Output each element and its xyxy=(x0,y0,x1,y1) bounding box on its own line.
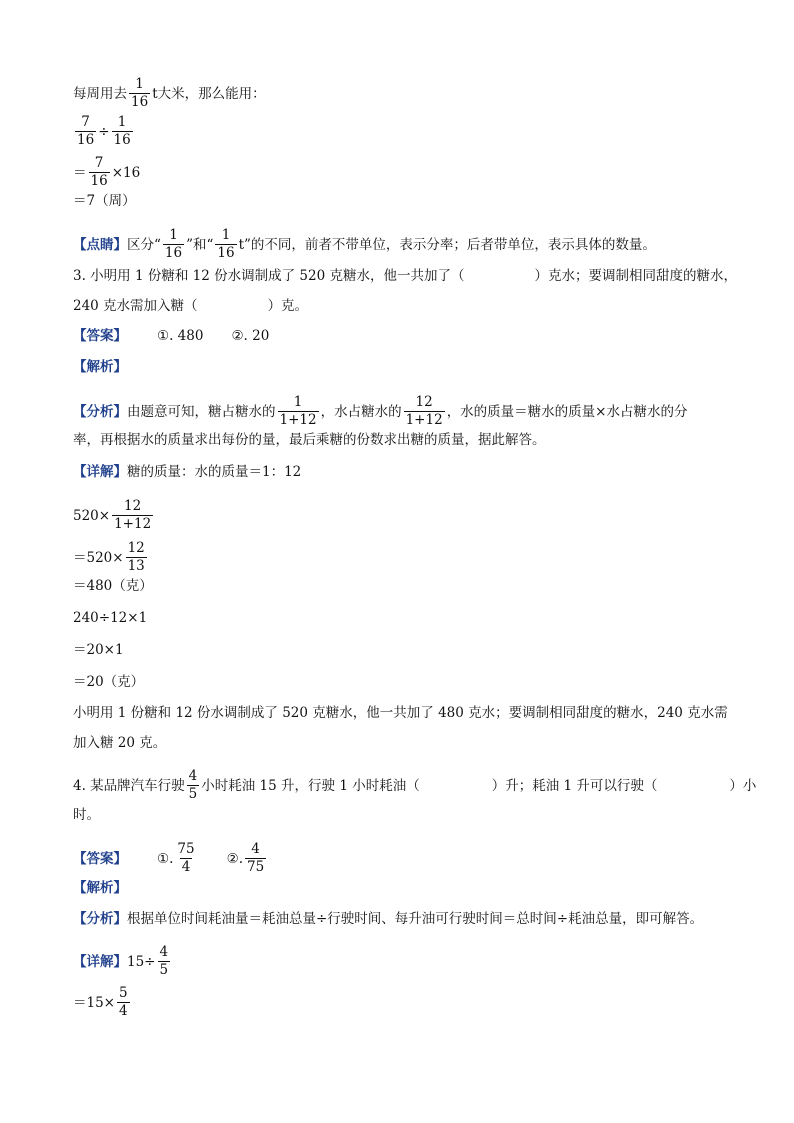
fenxi-tag: 【分析】 xyxy=(73,911,127,927)
math-line: ＝20×1 xyxy=(73,642,124,658)
fraction-numerator: 1 xyxy=(117,114,127,130)
text-span: t”的不同，前者不带单位，表示分率；后者带单位，表示具体的数量。 xyxy=(238,236,656,253)
text-span: 520× xyxy=(73,507,111,524)
fraction-numerator: 1 xyxy=(135,76,144,92)
answer-tag: 【答案】 xyxy=(73,850,127,867)
fraction xyxy=(112,498,153,533)
text-span: 区分“ xyxy=(127,236,161,253)
fraction xyxy=(75,114,96,149)
fraction-denominator: 16 xyxy=(113,132,131,148)
question-4-line-1 xyxy=(73,768,756,803)
fraction-denominator: 5 xyxy=(188,786,198,802)
fraction-numerator: 12 xyxy=(415,394,433,410)
conclusion-line-2: 加入糖 20 克。 xyxy=(73,735,167,751)
fraction-numerator: 7 xyxy=(94,155,104,171)
fraction xyxy=(112,114,133,149)
question-4-line-2: 时。 xyxy=(73,807,100,823)
text-span: 240 克水需加入糖（ xyxy=(73,298,198,314)
fraction-denominator: 16 xyxy=(217,245,235,261)
text-span: 由题意可知，糖占糖水的 xyxy=(127,403,276,420)
fraction-numerator: 4 xyxy=(188,768,198,784)
text-span: ，水的质量＝糖水的质量×水占糖水的分 xyxy=(446,403,688,420)
fraction xyxy=(158,944,171,979)
text-span: ＝15× xyxy=(73,994,115,1011)
tip-tag: 【点睛】 xyxy=(73,236,127,253)
text-span: ）小 xyxy=(729,777,757,794)
math-line xyxy=(73,114,135,149)
fraction xyxy=(175,841,196,876)
fenxi-tag: 【分析】 xyxy=(73,403,127,420)
fenxi-line xyxy=(73,909,703,929)
text-span: ＝520× xyxy=(73,549,124,566)
fraction-denominator: 16 xyxy=(164,245,183,261)
fraction-numerator: 4 xyxy=(251,841,260,857)
fraction-numerator: 5 xyxy=(119,985,128,1001)
fraction-numerator: 7 xyxy=(81,114,90,130)
math-line: ＝20（克） xyxy=(73,674,145,690)
fraction-denominator: 16 xyxy=(77,132,95,148)
math-line: 240÷12×1 xyxy=(73,610,148,626)
fraction-denominator: 16 xyxy=(90,173,108,189)
analysis-tag-line xyxy=(73,357,127,377)
fraction-numerator: 75 xyxy=(177,841,195,857)
text-span: 根据单位时间耗油量＝耗油总量÷行驶时间、每升油可行驶时间＝总时间÷耗油总量，即可解答。 xyxy=(127,911,704,927)
text-line xyxy=(73,76,266,111)
fraction-denominator: 13 xyxy=(127,558,145,574)
fraction xyxy=(163,227,184,262)
text-span: 糖的质量：水的质量＝1：12 xyxy=(127,464,302,480)
fraction xyxy=(117,985,130,1020)
text-span: 每周用去 xyxy=(73,85,127,102)
answer-line xyxy=(73,326,269,346)
analysis-tag: 【解析】 xyxy=(73,359,127,375)
answer-tag: 【答案】 xyxy=(73,328,127,344)
detail-line xyxy=(73,462,301,482)
fraction-denominator: 5 xyxy=(159,962,169,978)
question-3-line-2 xyxy=(73,296,308,316)
answer-item-label: ①. xyxy=(157,850,174,867)
text-span: ”和“ xyxy=(186,236,214,253)
fraction xyxy=(89,155,110,190)
answer-item-label: ②. xyxy=(226,850,243,867)
text-span: ）克水；要调制相同甜度的糖水， xyxy=(534,268,737,284)
text-span: ×16 xyxy=(111,164,141,181)
fraction-numerator: 12 xyxy=(127,540,145,556)
fraction-denominator: 16 xyxy=(131,94,149,110)
fraction-denominator: 4 xyxy=(181,859,191,875)
fenxi-line-2: 率，再根据水的质量求出每份的量，最后乘糖的份数求出糖的质量，据此解答。 xyxy=(73,432,546,448)
text-span: ＝ xyxy=(73,164,87,181)
text-span: ，水占糖水的 xyxy=(320,403,402,420)
operator: ÷ xyxy=(98,123,110,140)
text-span: 4. 某品牌汽车行驶 xyxy=(73,777,185,794)
answer-item: ①. 480 xyxy=(157,328,204,344)
text-span: 15÷ xyxy=(127,953,156,970)
detail-tag: 【详解】 xyxy=(73,464,127,480)
detail-tag: 【详解】 xyxy=(73,953,127,970)
answer-item: ②. 20 xyxy=(231,328,270,344)
question-3-line-1 xyxy=(73,266,737,286)
text-span: 小时耗油 15 升，行驶 1 小时耗油（ xyxy=(201,777,420,794)
fraction xyxy=(187,768,200,803)
conclusion-line-1: 小明用 1 份糖和 12 份水调制成了 520 克糖水，他一共加了 480 克水；要调制相同甜度的糖水，240 克水需 xyxy=(73,705,728,721)
tip-line xyxy=(73,227,656,262)
fraction xyxy=(215,227,236,262)
fraction-numerator: 1 xyxy=(293,394,303,410)
fraction-numerator: 4 xyxy=(159,944,169,960)
fraction-denominator: 75 xyxy=(247,859,265,875)
answer-line xyxy=(73,841,268,876)
fraction xyxy=(278,394,319,429)
fraction xyxy=(126,540,147,575)
math-line xyxy=(73,540,149,575)
fenxi-line-1 xyxy=(73,394,688,429)
fraction-numerator: 12 xyxy=(124,498,142,514)
fraction-denominator: 1+12 xyxy=(279,412,317,428)
fraction-denominator: 4 xyxy=(119,1003,128,1019)
fraction xyxy=(245,841,266,876)
math-line xyxy=(73,498,155,533)
text-span: ）升；耗油 1 升可以行驶（ xyxy=(491,777,658,794)
math-line xyxy=(73,985,132,1020)
fraction-denominator: 1+12 xyxy=(405,412,443,428)
fraction xyxy=(129,76,150,111)
math-line xyxy=(73,155,140,190)
text-span: ）克。 xyxy=(267,298,309,314)
math-line: ＝7（周） xyxy=(73,193,136,209)
math-line: ＝480（克） xyxy=(73,578,153,594)
analysis-tag-line xyxy=(73,878,127,898)
fraction-denominator: 1+12 xyxy=(114,516,152,532)
fraction xyxy=(404,394,445,429)
detail-line xyxy=(73,944,172,979)
text-span: t大米，那么能用： xyxy=(152,85,266,102)
analysis-tag: 【解析】 xyxy=(73,880,127,896)
fraction-numerator: 1 xyxy=(169,227,178,243)
text-span: 3. 小明用 1 份糖和 12 份水调制成了 520 克糖水，他一共加了（ xyxy=(73,268,465,284)
fraction-numerator: 1 xyxy=(221,227,231,243)
